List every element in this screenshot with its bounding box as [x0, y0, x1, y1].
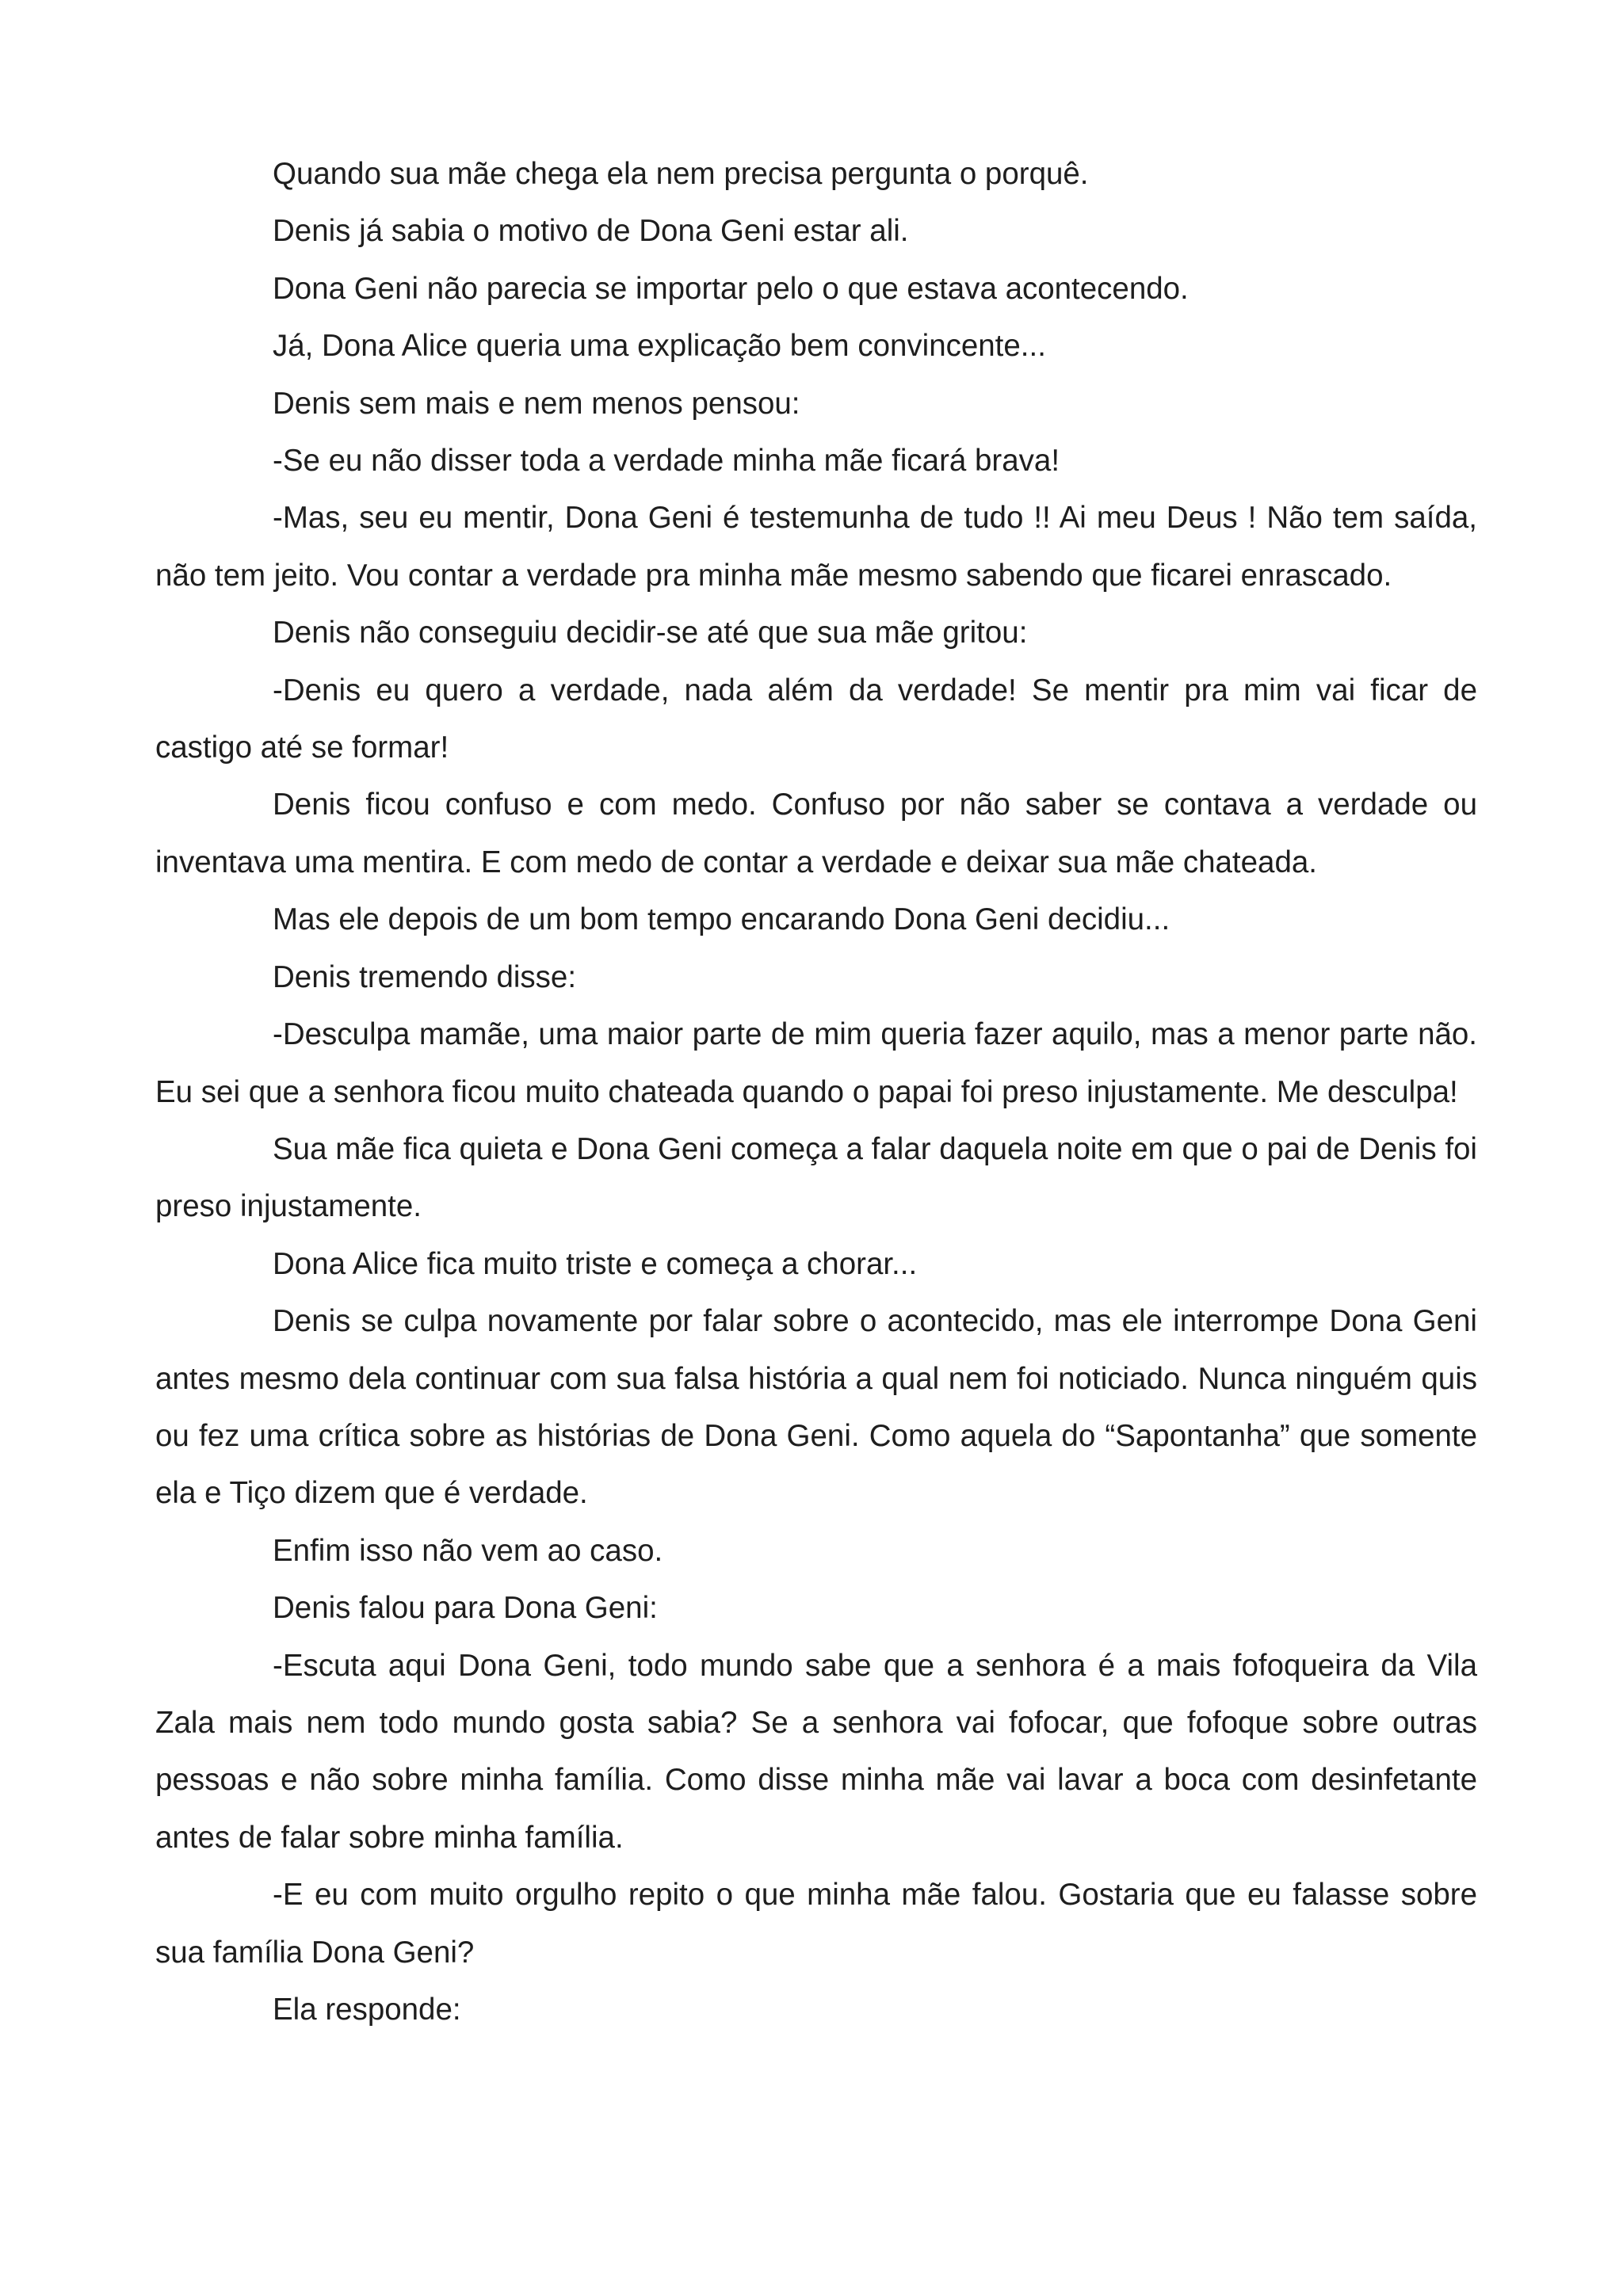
- paragraph: -Desculpa mamãe, uma maior parte de mim queria fazer aquilo, mas a menor parte não. Eu sei que a senhora ficou muito chateada quando o papai foi preso injustamente. Me desculpa!: [155, 1017, 1477, 1109]
- paragraph: Denis sem mais e nem menos pensou:: [273, 386, 800, 421]
- paragraph: Denis falou para Dona Geni:: [273, 1591, 658, 1626]
- paragraph: -Denis eu quero a verdade, nada além da verdade! Se mentir pra mim vai ficar de castigo até se formar!: [155, 673, 1477, 765]
- paragraph: -Se eu não disser toda a verdade minha mãe ficará brava!: [273, 444, 1060, 479]
- paragraph: Enfim isso não vem ao caso.: [273, 1533, 663, 1568]
- paragraph: Ela responde:: [273, 1993, 461, 2027]
- document-page: [155, 146, 1477, 2039]
- paragraph: Dona Geni não parecia se importar pelo o que estava acontecendo.: [273, 271, 1189, 306]
- paragraph: Denis já sabia o motivo de Dona Geni estar ali.: [273, 214, 909, 249]
- paragraph: Já, Dona Alice queria uma explicação bem convincente...: [273, 329, 1046, 364]
- paragraph: Mas ele depois de um bom tempo encarando Dona Geni decidiu...: [273, 902, 1170, 937]
- paragraph: Quando sua mãe chega ela nem precisa pergunta o porquê.: [273, 157, 1089, 191]
- paragraph: Sua mãe fica quieta e Dona Geni começa a falar daquela noite em que o pai de Denis foi preso injustamente.: [155, 1131, 1477, 1224]
- paragraph: Denis se culpa novamente por falar sobre o acontecido, mas ele interrompe Dona Geni antes mesmo dela continuar com sua falsa história a qual nem foi noticiado. Nunca ninguém quis ou fez uma crítica sobre as histórias de Dona Geni. Como aquela do “Sapontanha” que somente ela e Tiço dizem que é verdade.: [155, 1304, 1477, 1511]
- paragraph: -Escuta aqui Dona Geni, todo mundo sabe que a senhora é a mais fofoqueira da Vila Zala mais nem todo mundo gosta sabia? Se a senhora vai fofocar, que fofoque sobre outras pessoas e não sobre minha família. Como disse minha mãe vai lavar a boca com desinfetante antes de falar sobre minha família.: [155, 1648, 1477, 1855]
- paragraph: -Mas, seu eu mentir, Dona Geni é testemunha de tudo !! Ai meu Deus ! Não tem saída, não tem jeito. Vou contar a verdade pra minha mãe mesmo sabendo que ficarei enrascado.: [155, 501, 1477, 593]
- paragraph: Denis tremendo disse:: [273, 959, 577, 994]
- paragraph: Denis ficou confuso e com medo. Confuso por não saber se contava a verdade ou inventava uma mentira. E com medo de contar a verdade e deixar sua mãe chateada.: [155, 788, 1477, 879]
- paragraph: -E eu com muito orgulho repito o que minha mãe falou. Gostaria que eu falasse sobre sua família Dona Geni?: [155, 1878, 1477, 1970]
- paragraph: Dona Alice fica muito triste e começa a chorar...: [273, 1246, 918, 1281]
- paragraph: Denis não conseguiu decidir-se até que sua mãe gritou:: [273, 616, 1028, 650]
